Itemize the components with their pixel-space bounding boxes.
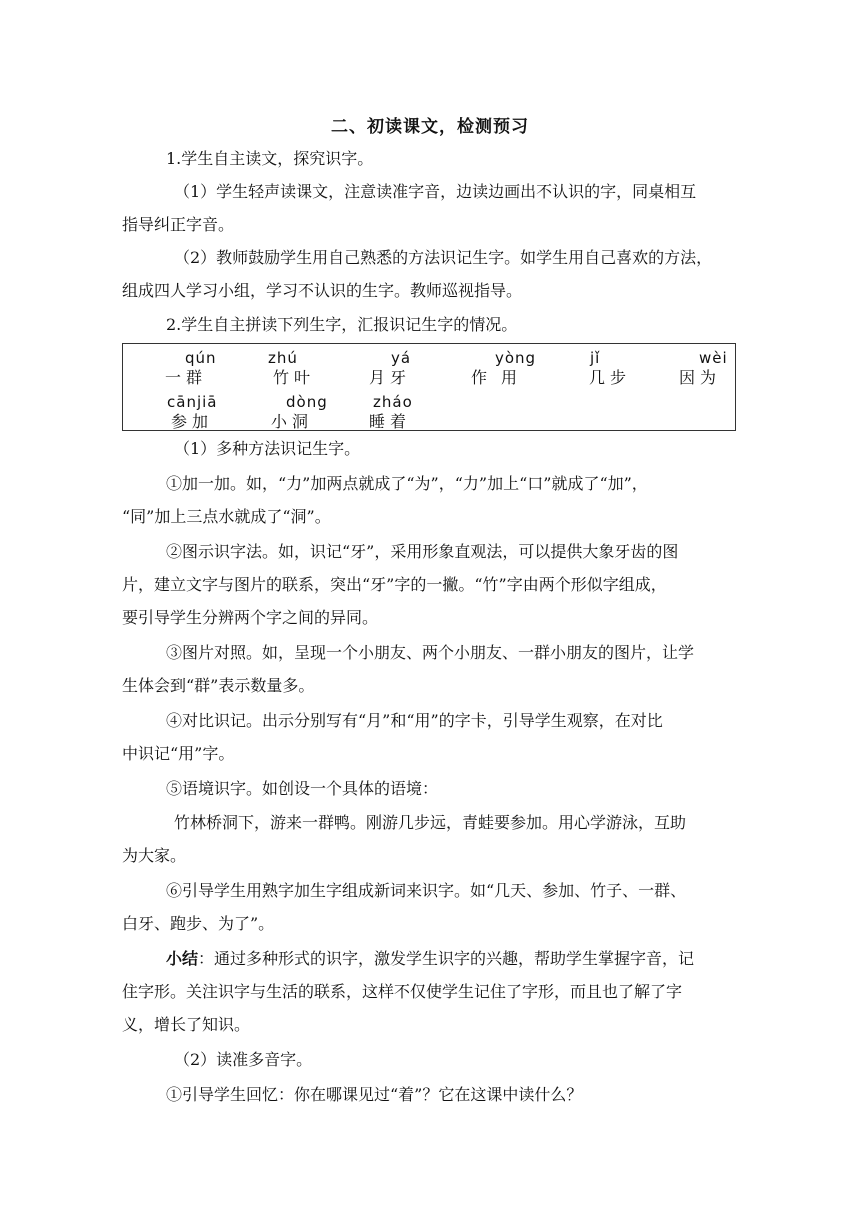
paragraph-8-cont: 生体会到“群”表示数量多。 [122,676,315,695]
paragraph-3: （2）教师鼓励学生用自己熟悉的方法识记生字。如学生用自己喜欢的方法， [174,248,713,267]
hanzi-word: 小洞 [271,412,314,431]
paragraph-2-cont: 指导纠正字音。 [122,215,235,234]
paragraph-7-cont: 片，建立文字与图片的联系，突出“牙”字的一撇。“竹”字由两个形似字组成， [122,575,667,594]
paragraph-8: ③图片对照。如，呈现一个小朋友、两个小朋友、一群小朋友的图片，让学 [166,643,695,662]
paragraph-6-cont: “同”加上三点水就成了“洞”。 [122,507,331,526]
section-title: 二、初读课文，检测预习 [331,117,529,137]
pinyin-label: cānjiā [167,393,218,411]
pinyin-label: qún [185,349,217,367]
paragraph-5: （1）多种方法识记生字。 [174,439,361,458]
hanzi-word: 月牙 [369,368,412,387]
summary-text: ：通过多种形式的识字，激发学生识字的兴趣，帮助学生掌握字音，记 [198,949,695,968]
pinyin-label: yòng [495,349,537,367]
pinyin-label: zhú [268,349,298,367]
paragraph-14: （2）读准多音字。 [174,1050,313,1069]
hanzi-word: 几步 [589,368,632,387]
paragraph-15: ①引导学生回忆：你在哪课见过“着”？它在这课中读什么？ [166,1085,583,1104]
pinyin-box [122,343,736,431]
paragraph-3-cont: 组成四人学习小组，学习不认识的生字。教师巡视指导。 [122,281,523,300]
pinyin-label: yá [391,349,412,367]
paragraph-12: ⑥引导学生用熟字加生字组成新词来识字。如“几天、参加、竹子、一群、 [166,881,687,900]
hanzi-word: 作用 [471,368,532,387]
paragraph-11: 竹林桥洞下，游来一群鸭。刚游几步远，青蛙要参加。用心学游泳，互助 [174,813,687,832]
paragraph-2: （1）学生轻声读课文，注意读准字音，边读边画出不认识的字，同桌相互 [174,182,697,201]
summary-cont2: 义，增长了知识。 [122,1015,251,1034]
paragraph-6: ①加一加。如，“力”加两点就成了“为”，“力”加上“口”就成了“加”， [166,474,648,493]
paragraph-1: 1.学生自主读文，探究识字。 [166,149,374,168]
paragraph-4: 2.学生自主拼读下列生字，汇报识记生字的情况。 [166,315,518,334]
pinyin-label: zháo [373,393,413,411]
paragraph-7: ②图示识字法。如，识记“牙”，采用形象直观法，可以提供大象牙齿的图 [166,542,679,561]
paragraph-10: ⑤语境识字。如创设一个具体的语境： [166,779,439,798]
summary-paragraph [122,942,738,975]
paragraph-12-cont: 白牙、跑步、为了”。 [122,914,275,933]
summary-label: 小结 [166,949,199,968]
pinyin-label: jǐ [590,349,601,367]
paragraph-11-cont: 为大家。 [122,846,187,865]
pinyin-label: wèi [699,349,728,367]
hanzi-word: 一群 [165,368,208,387]
paragraph-9-cont: 中识记“用”字。 [122,744,235,763]
pinyin-label: dòng [286,393,328,411]
hanzi-word: 竹叶 [273,368,316,387]
paragraph-9: ④对比识记。出示分别写有“月”和“用”的字卡，引导学生观察，在对比 [166,711,663,730]
hanzi-word: 参加 [171,412,214,431]
hanzi-word: 因为 [679,368,722,387]
paragraph-7-cont2: 要引导学生分辨两个字之间的异同。 [122,608,379,627]
summary-cont: 住字形。关注识字与生活的联系，这样不仅使学生记住了字形，而且也了解了字 [122,982,683,1001]
hanzi-word: 睡着 [369,412,412,431]
